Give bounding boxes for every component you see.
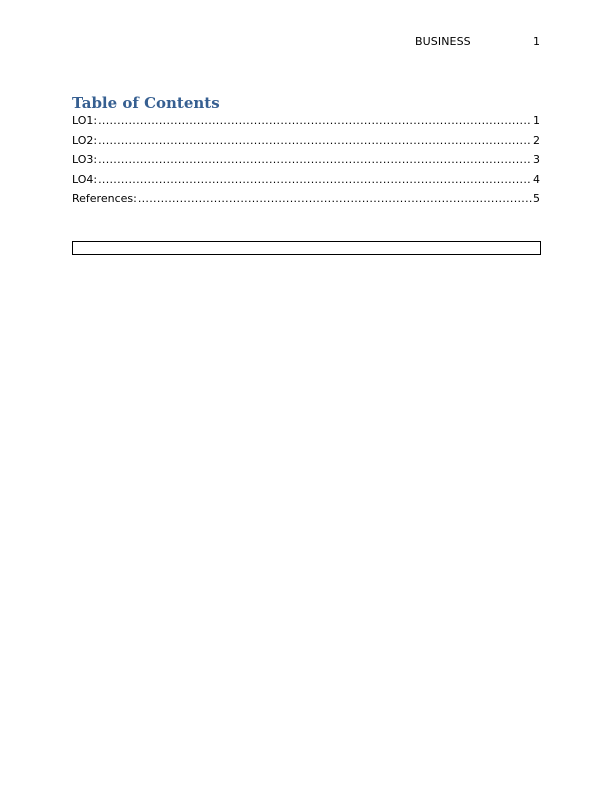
header-page-number: 1 [533, 35, 540, 48]
page-header [72, 35, 540, 49]
toc-dot-leader [138, 192, 532, 206]
toc-entry-page: 2 [533, 133, 540, 147]
toc-entry-lo4[interactable] [72, 173, 540, 193]
toc-entry-lo3[interactable] [72, 153, 540, 173]
empty-text-box[interactable] [72, 241, 541, 255]
toc-entry-label: LO1: [72, 114, 98, 127]
toc-dot-leader [98, 153, 532, 167]
toc-entry-references[interactable] [72, 192, 540, 212]
toc-entry-label: References: [72, 192, 137, 206]
table-of-contents [72, 114, 540, 212]
toc-entry-page: 3 [533, 153, 540, 167]
toc-dot-leader [98, 134, 532, 148]
toc-entry-page: 1 [533, 114, 540, 127]
toc-entry-lo1[interactable] [72, 114, 540, 134]
toc-entry-lo2[interactable] [72, 134, 540, 154]
toc-entry-label: LO2: [72, 133, 98, 147]
header-title: BUSINESS [415, 35, 471, 48]
toc-entry-label: LO4: [72, 172, 98, 186]
toc-heading: Table of Contents [72, 94, 220, 112]
toc-entry-label: LO3: [72, 153, 98, 167]
toc-entry-page: 5 [533, 192, 540, 206]
toc-dot-leader [98, 173, 532, 187]
toc-entry-page: 4 [533, 172, 540, 186]
toc-dot-leader [98, 114, 532, 128]
